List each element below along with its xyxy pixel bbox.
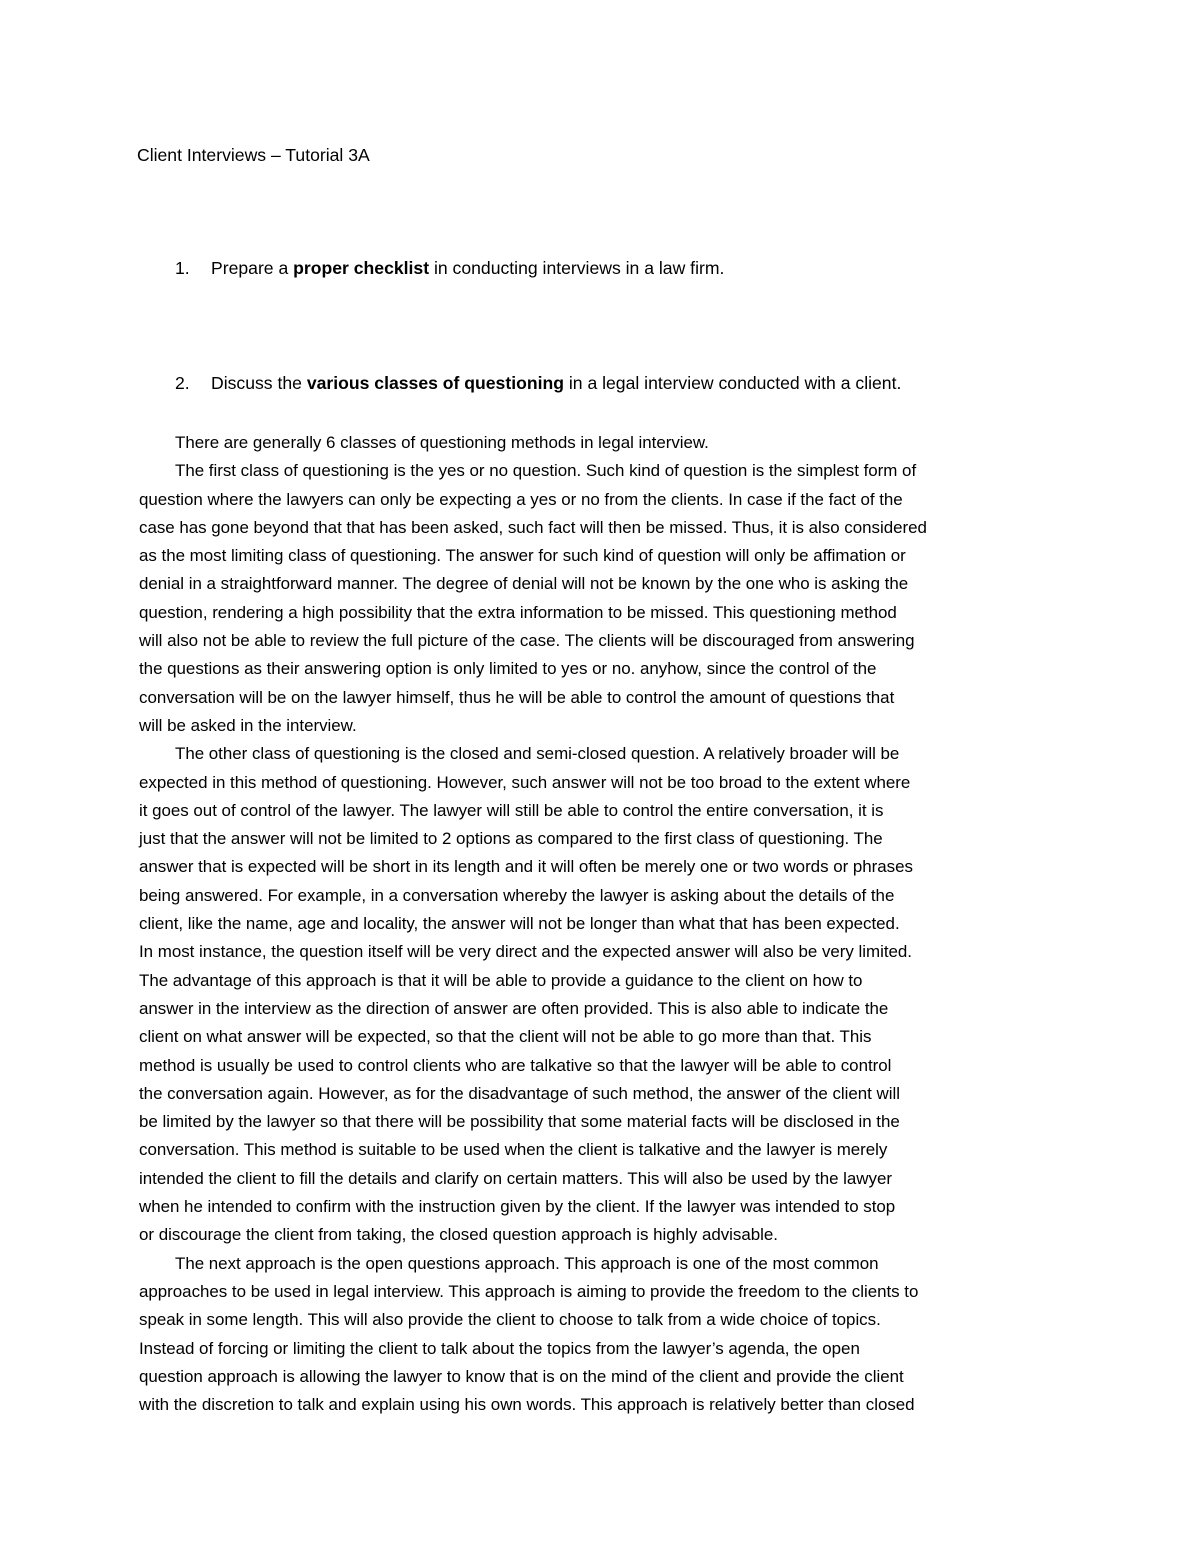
text-line: will be asked in the interview. bbox=[139, 715, 357, 735]
question-number: 1. bbox=[175, 258, 190, 278]
document-title: Client Interviews – Tutorial 3A bbox=[137, 145, 370, 165]
text-line: The other class of questioning is the closed and semi-closed question. A relatively broader will be bbox=[175, 744, 900, 764]
text-line: client, like the name, age and locality, the answer will not be longer than what that has been expected. bbox=[139, 914, 900, 934]
text-line: be limited by the lawyer so that there will be possibility that some material facts will be disclosed in the bbox=[139, 1112, 900, 1132]
text-line: denial in a straightforward manner. The degree of denial will not be known by the one who is asking the bbox=[139, 574, 909, 594]
text-line: case has gone beyond that that has been asked, such fact will then be missed. Thus, it is also considered bbox=[139, 517, 927, 537]
text-line: The first class of questioning is the yes or no question. Such kind of question is the simplest form of bbox=[175, 461, 917, 481]
text-line: as the most limiting class of questioning. The answer for such kind of question will only be affimation or bbox=[139, 546, 906, 566]
text-line: In most instance, the question itself will be very direct and the expected answer will also be very limited. bbox=[139, 942, 912, 962]
text-line: There are generally 6 classes of questioning methods in legal interview. bbox=[175, 433, 709, 452]
text-line: with the discretion to talk and explain using his own words. This approach is relatively better than closed bbox=[139, 1395, 915, 1415]
text-line: The next approach is the open questions approach. This approach is one of the most common bbox=[175, 1253, 879, 1273]
text-line: approaches to be used in legal interview. This approach is aiming to provide the freedom to the clients to bbox=[139, 1281, 919, 1301]
text-line: intended the client to fill the details and clarify on certain matters. This will also be used by the lawyer bbox=[139, 1168, 892, 1188]
text-line: answer in the interview as the direction of answer are often provided. This is also able to indicate the bbox=[139, 998, 889, 1018]
text-line: question, rendering a high possibility that the extra information to be missed. This questioning method bbox=[139, 602, 897, 622]
text-line: the conversation again. However, as for the disadvantage of such method, the answer of the client will bbox=[139, 1083, 900, 1103]
text-line: when he intended to confirm with the instruction given by the client. If the lawyer was intended to stop bbox=[139, 1197, 896, 1217]
text-line: will also not be able to review the full picture of the case. The clients will be discouraged from answering bbox=[139, 631, 915, 651]
text-line: The advantage of this approach is that it will be able to provide a guidance to the client on how to bbox=[139, 970, 863, 990]
text-line: expected in this method of questioning. However, such answer will not be too broad to the extent where bbox=[139, 772, 911, 792]
text-line: conversation. This method is suitable to be used when the client is talkative and the lawyer is merely bbox=[139, 1140, 888, 1160]
text-line: it goes out of control of the lawyer. The lawyer will still be able to control the entire conversation, it is bbox=[139, 800, 884, 820]
text-line: speak in some length. This will also provide the client to choose to talk from a wide choice of topics. bbox=[139, 1310, 881, 1330]
question-text-bold: various classes of questioning bbox=[306, 373, 564, 393]
text-line: conversation will be on the lawyer himself, thus he will be able to control the amount of questions that bbox=[139, 687, 895, 707]
paragraph bbox=[139, 740, 1061, 1249]
question-text-plain: Prepare a bbox=[211, 258, 294, 278]
question-1 bbox=[175, 258, 724, 279]
question-text-bold: proper checklist bbox=[293, 258, 430, 278]
text-line: just that the answer will not be limited to 2 options as compared to the first class of questioning. The bbox=[139, 829, 883, 849]
text-line: question approach is allowing the lawyer to know that is on the mind of the client and provide the client bbox=[139, 1366, 904, 1386]
question-text-plain: in conducting interviews in a law firm. bbox=[429, 258, 725, 278]
question-2 bbox=[175, 373, 901, 394]
text-line: or discourage the client from taking, the closed question approach is highly advisable. bbox=[139, 1225, 778, 1245]
answer-body bbox=[139, 429, 1061, 1419]
text-line: client on what answer will be expected, so that the client will not be able to go more than that. This bbox=[139, 1027, 872, 1047]
paragraph bbox=[139, 429, 1061, 457]
text-line: method is usually be used to control clients who are talkative so that the lawyer will be able to control bbox=[139, 1055, 892, 1075]
text-line: the questions as their answering option is only limited to yes or no. anyhow, since the control of the bbox=[139, 659, 877, 679]
text-line: question where the lawyers can only be expecting a yes or no from the clients. In case if the fact of the bbox=[139, 489, 903, 509]
question-text-plain: Discuss the bbox=[211, 373, 307, 393]
text-line: Instead of forcing or limiting the client to talk about the topics from the lawyer’s agenda, the open bbox=[139, 1338, 860, 1358]
paragraph bbox=[139, 1250, 1061, 1420]
question-text-plain: in a legal interview conducted with a client. bbox=[563, 373, 902, 393]
text-line: answer that is expected will be short in its length and it will often be merely one or two words or phrases bbox=[139, 857, 913, 877]
question-number: 2. bbox=[175, 373, 190, 393]
paragraph bbox=[139, 457, 1061, 740]
text-line: being answered. For example, in a conversation whereby the lawyer is asking about the details of the bbox=[139, 885, 895, 905]
